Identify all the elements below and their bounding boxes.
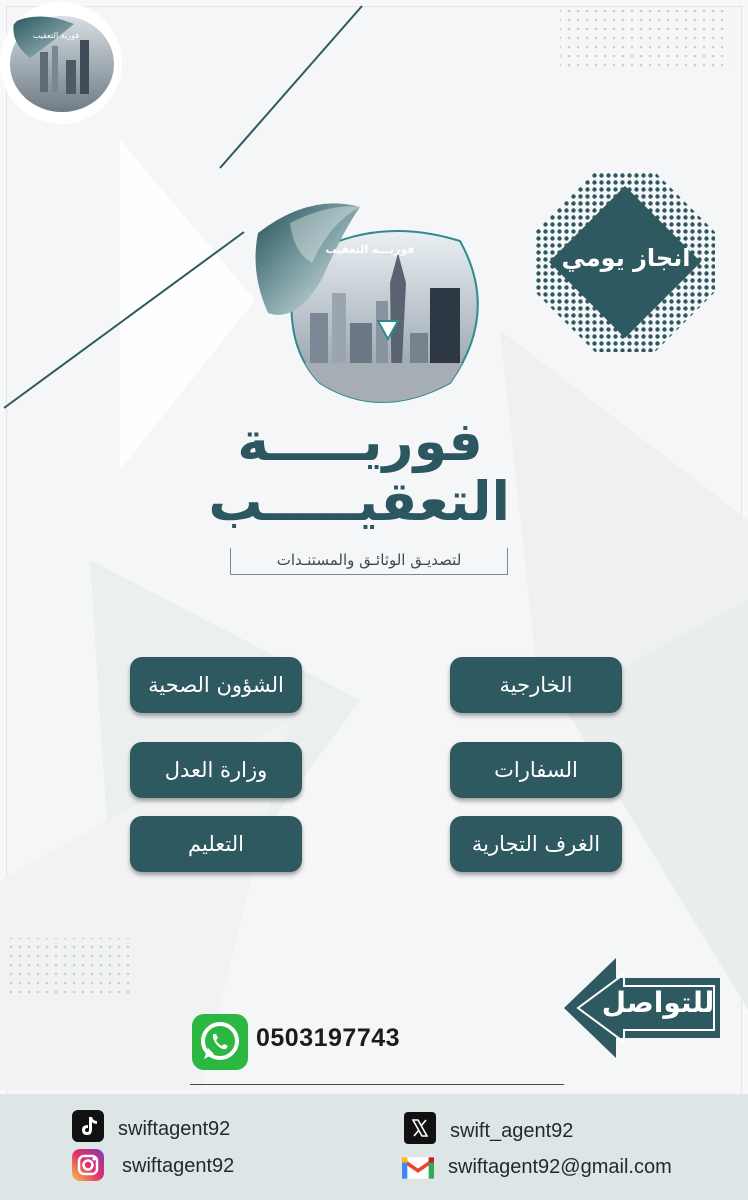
- corner-logo-text: فورية التعقيب: [32, 31, 80, 40]
- instagram-icon[interactable]: [72, 1149, 104, 1181]
- service-button-embassies[interactable]: السفارات: [450, 742, 622, 798]
- x-handle[interactable]: swift_agent92: [450, 1120, 574, 1142]
- phone-number[interactable]: 0503197743: [256, 1024, 401, 1052]
- tiktok-icon[interactable]: [72, 1110, 104, 1142]
- brand-title-line-2: التعقيـــــب: [208, 470, 510, 533]
- daily-badge-label: انجاز يومي: [561, 244, 691, 272]
- tiktok-handle[interactable]: swiftagent92: [118, 1118, 231, 1140]
- whatsapp-icon[interactable]: [192, 1014, 248, 1070]
- instagram-handle[interactable]: swiftagent92: [122, 1155, 235, 1177]
- social-footer: [0, 1094, 748, 1200]
- corner-logo: [0, 2, 122, 124]
- main-logo-text: فوريـــة التعقيب: [325, 243, 415, 256]
- separator-line: [190, 1084, 564, 1085]
- service-button-foreign-affairs[interactable]: الخارجية: [450, 657, 622, 713]
- service-button-chambers-of-commerce[interactable]: الغرف التجارية: [450, 816, 622, 872]
- brand-subtitle: لتصديـق الوثائـق والمستنـدات: [230, 548, 508, 575]
- service-button-ministry-of-justice[interactable]: وزارة العدل: [130, 742, 302, 798]
- contact-label: للتواصل: [601, 986, 715, 1019]
- service-button-health-affairs[interactable]: الشؤون الصحية: [130, 657, 302, 713]
- gmail-icon[interactable]: [402, 1152, 434, 1184]
- service-button-education[interactable]: التعليم: [130, 816, 302, 872]
- x-icon[interactable]: [404, 1112, 436, 1144]
- brand-title-line-1: فوريـــــة: [237, 410, 483, 473]
- email-address[interactable]: swiftagent92@gmail.com: [448, 1156, 672, 1178]
- main-logo: [250, 193, 490, 415]
